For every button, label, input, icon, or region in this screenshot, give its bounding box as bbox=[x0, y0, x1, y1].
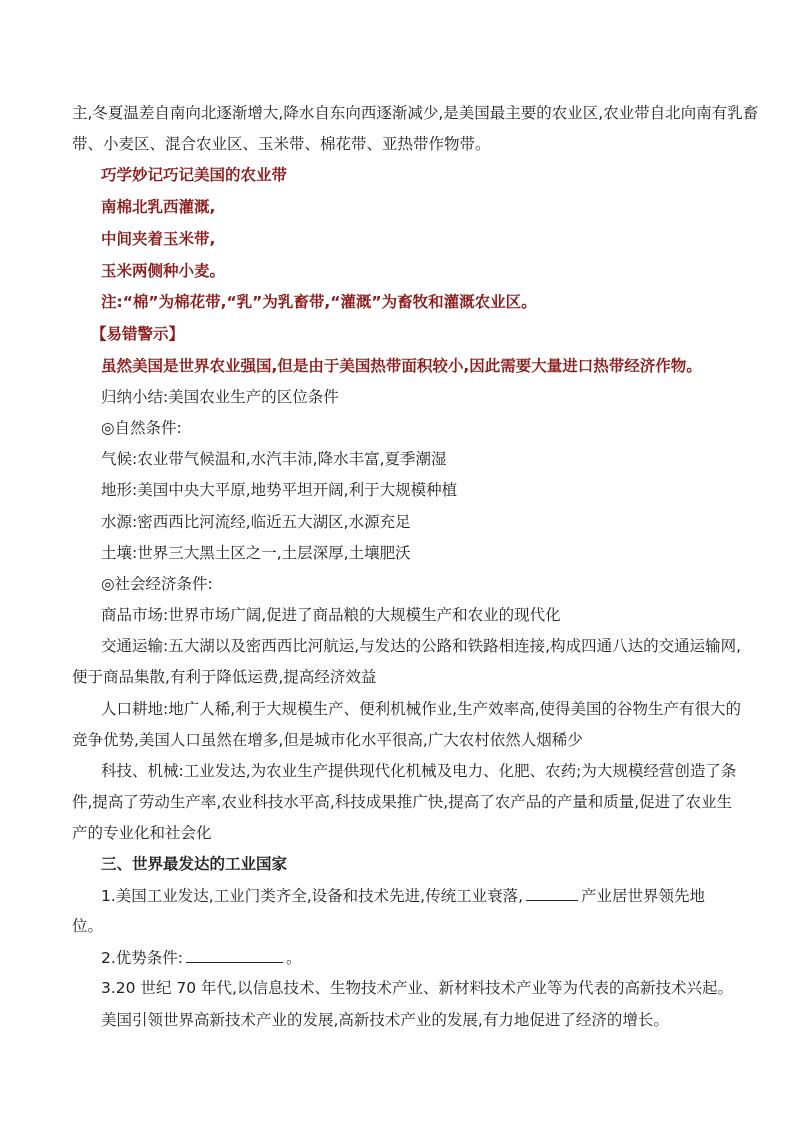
question-1-text-after: 产业居世界领先地 bbox=[581, 887, 706, 905]
question-3: 3.20 世纪 70 年代,以信息技术、生物技术产业、新材料技术产业等为代表的高新技术兴起。 bbox=[101, 979, 733, 997]
question-2-text: 2.优势条件: bbox=[101, 949, 184, 967]
question-1-cont: 位。 bbox=[72, 917, 104, 935]
warning-text: 虽然美国是世界农业强国,但是由于美国热带面积较小,因此需要大量进口热带经济作物。 bbox=[101, 357, 702, 375]
socioeconomic-heading: ◎社会经济条件: bbox=[101, 575, 213, 593]
question-1 bbox=[101, 884, 751, 907]
summary-heading: 归纳小结:美国农业生产的区位条件 bbox=[101, 388, 339, 406]
population-line-cont: 竞争优势,美国人口虽然在增多,但是城市化水平很高,广大农村依然人烟稀少 bbox=[72, 731, 583, 749]
soil-line: 土壤:世界三大黑土区之一,土层深厚,土壤肥沃 bbox=[101, 544, 411, 562]
fill-blank[interactable] bbox=[526, 884, 578, 901]
climate-line: 气候:农业带气候温和,水汽丰沛,降水丰富,夏季潮湿 bbox=[101, 450, 447, 468]
mnemonic-line: 南棉北乳西灌溉, bbox=[101, 198, 216, 216]
technology-line: 科技、机械:工业发达,为农业生产提供现代化机械及电力、化肥、农药;为大规模经营创造了条 bbox=[101, 762, 737, 780]
question-2-end: 。 bbox=[286, 949, 302, 967]
warning-heading: 【易错警示】 bbox=[91, 325, 185, 343]
question-1-text: 1.美国工业发达,工业门类齐全,设备和技术先进,传统工业衰落, bbox=[101, 887, 523, 905]
section-heading: 三、世界最发达的工业国家 bbox=[101, 855, 288, 873]
mnemonic-line: 玉米两侧种小麦。 bbox=[101, 262, 226, 280]
paragraph-line: 主,冬夏温差自南向北逐渐增大,降水自东向西逐渐减少,是美国最主要的农业区,农业带自北向南有乳畜 bbox=[72, 104, 759, 122]
transport-line-cont: 便于商品集散,有利于降低运费,提高经济效益 bbox=[72, 668, 377, 686]
terrain-line: 地形:美国中央大平原,地势平坦开阔,利于大规模种植 bbox=[101, 481, 458, 499]
paragraph-line: 带、小麦区、混合农业区、玉米带、棉花带、亚热带作物带。 bbox=[72, 135, 491, 153]
technology-line-cont: 件,提高了劳动生产率,农业科技水平高,科技成果推广快,提高了农产品的产量和质量,促进了农业生 bbox=[72, 793, 733, 811]
mnemonic-heading: 巧学妙记巧记美国的农业带 bbox=[101, 166, 288, 184]
transport-line: 交通运输:五大湖以及密西西比河航运,与发达的公路和铁路相连接,构成四通八达的交通运输网, bbox=[101, 637, 742, 655]
question-3-cont: 美国引领世界高新技术产业的发展,高新技术产业的发展,有力地促进了经济的增长。 bbox=[101, 1011, 669, 1029]
technology-line-cont: 产的专业化和社会化 bbox=[72, 824, 212, 842]
market-line: 商品市场:世界市场广阔,促进了商品粮的大规模生产和农业的现代化 bbox=[101, 606, 561, 624]
fill-blank[interactable] bbox=[186, 946, 283, 963]
mnemonic-line: 中间夹着玉米带, bbox=[101, 230, 216, 248]
water-line: 水源:密西西比河流经,临近五大湖区,水源充足 bbox=[101, 513, 411, 531]
question-2 bbox=[101, 946, 751, 969]
population-line: 人口耕地:地广人稀,利于大规模生产、便利机械作业,生产效率高,使得美国的谷物生产有很大的 bbox=[101, 700, 742, 718]
mnemonic-note: 注:“棉”为棉花带,“乳”为乳畜带,“灌溉”为畜牧和灌溉农业区。 bbox=[101, 293, 537, 311]
natural-conditions-heading: ◎自然条件: bbox=[101, 419, 182, 437]
